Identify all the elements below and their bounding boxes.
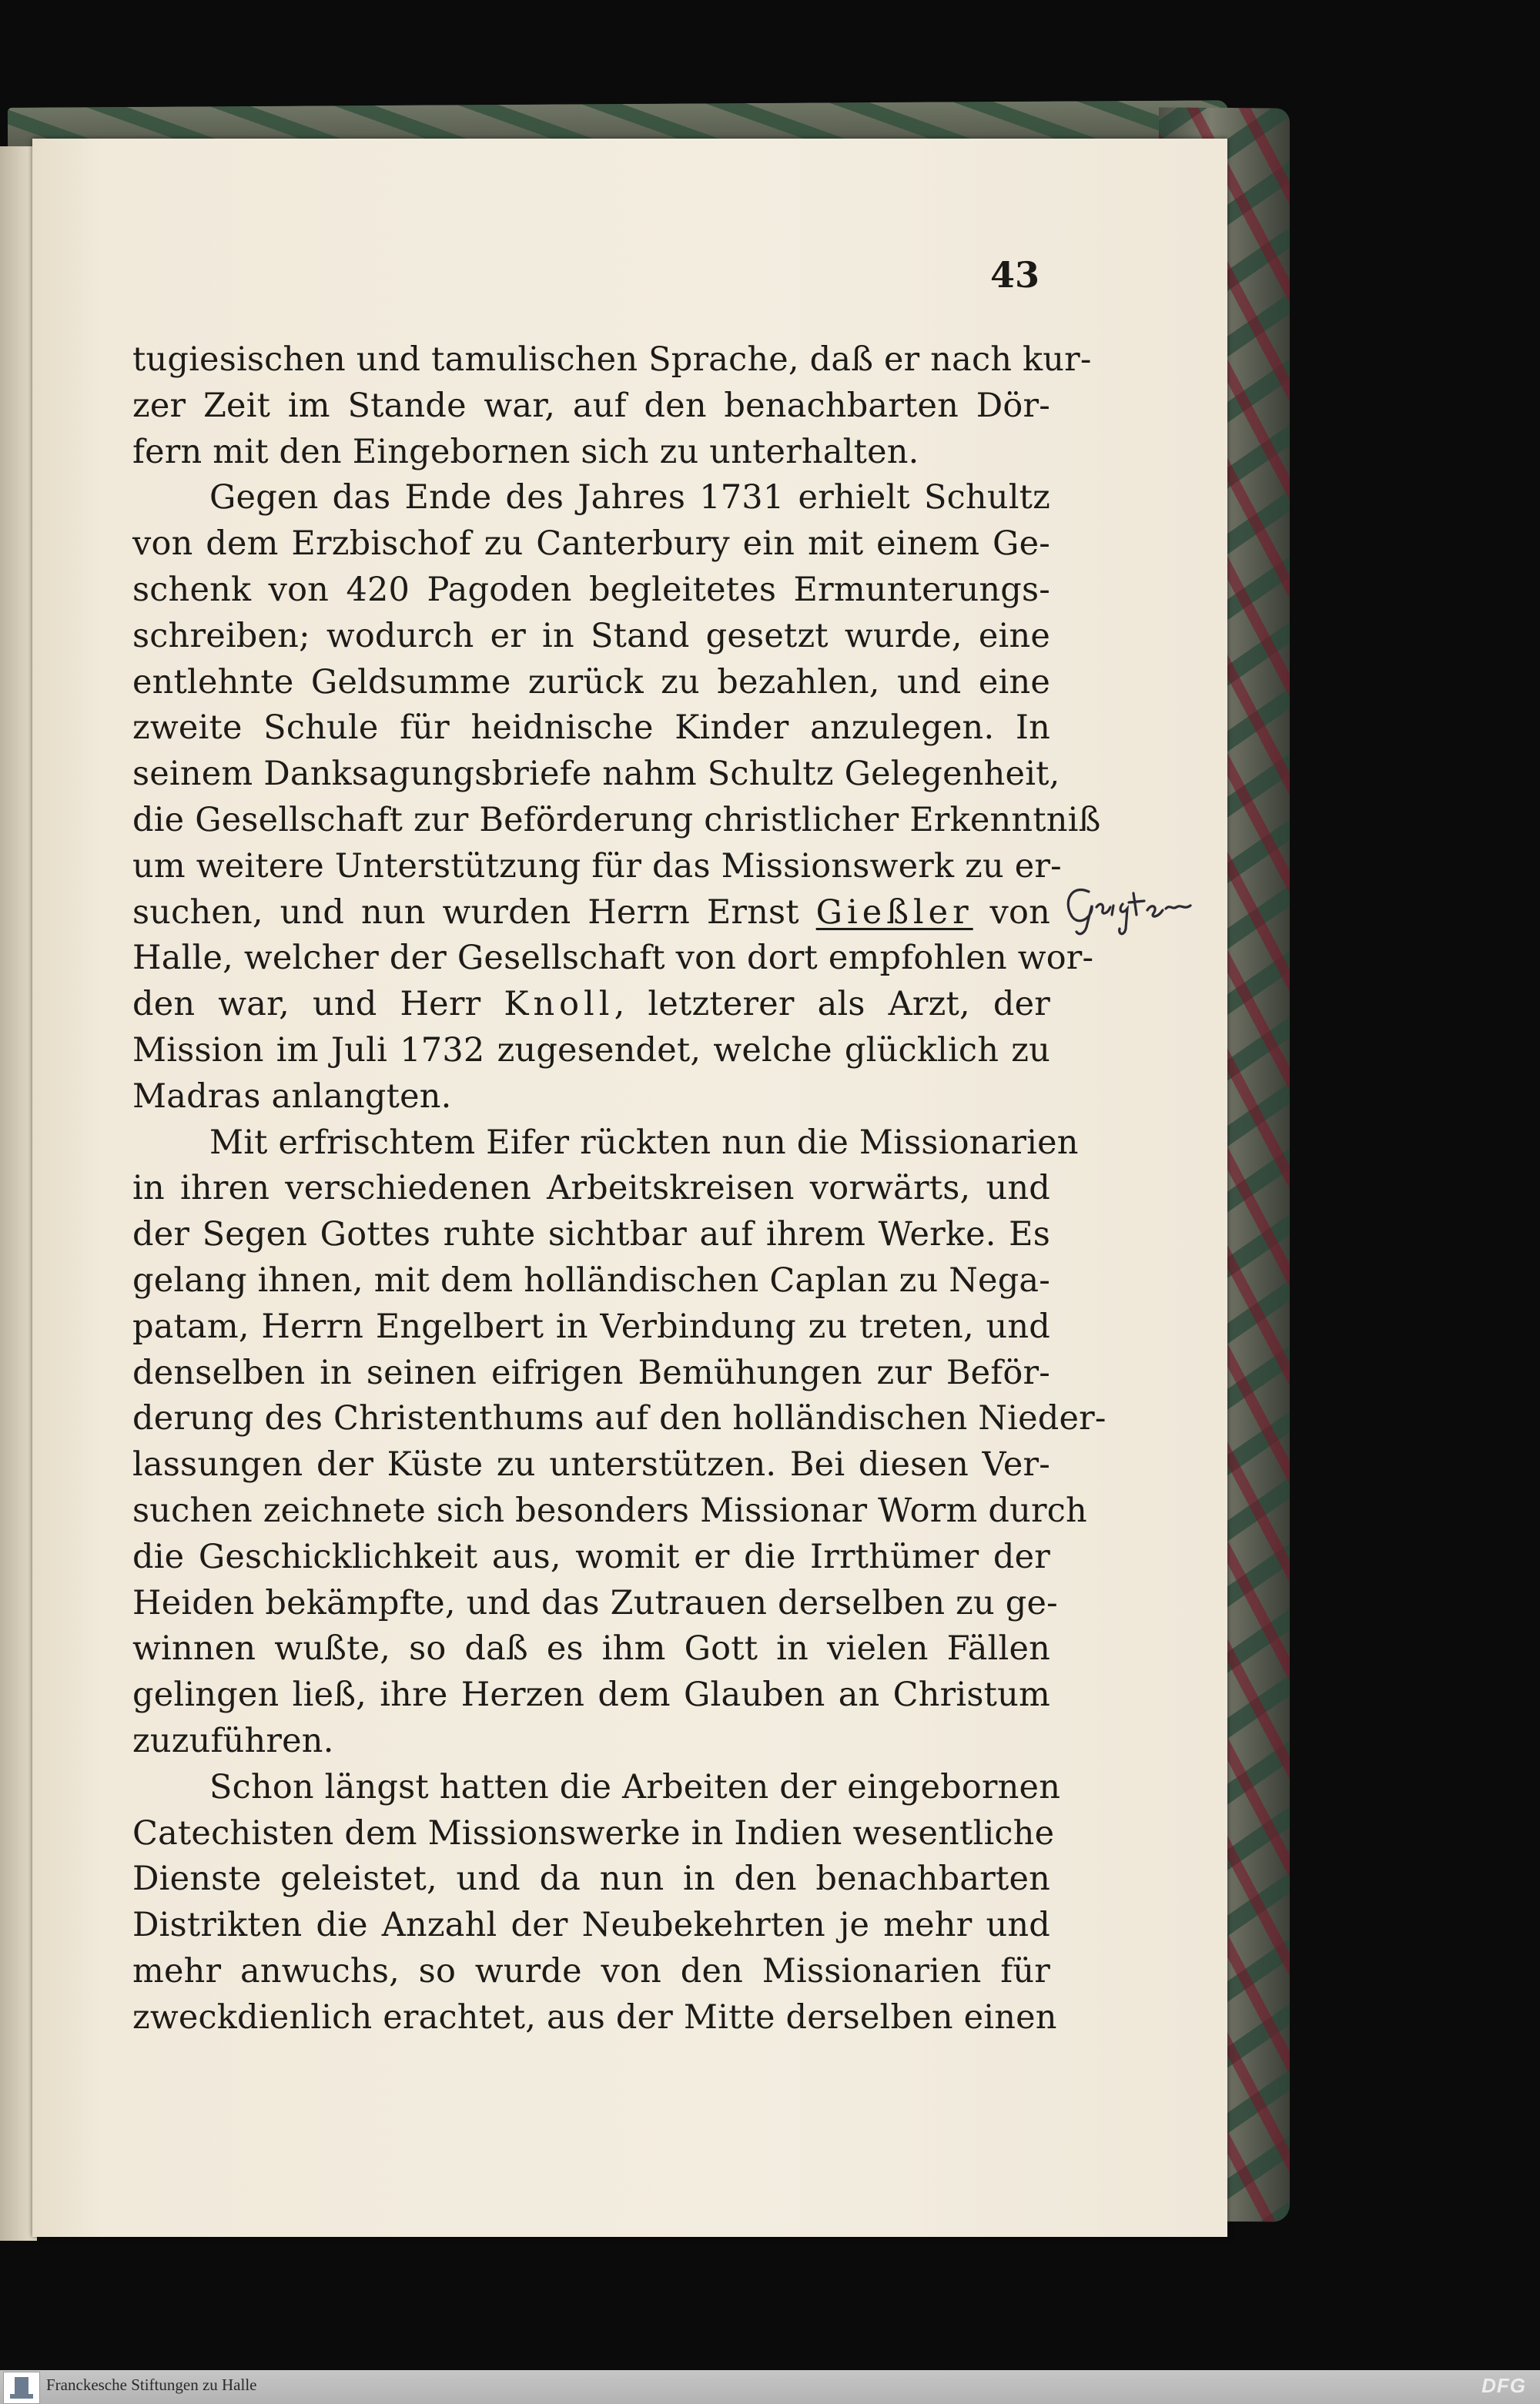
text-line: mehr anwuchs, so wurde von den Missionarien für — [132, 1951, 1050, 1990]
text-line: in ihren verschiedenen Arbeitskreisen vorwärts, und — [132, 1169, 1050, 1208]
text-line: gelingen ließ, ihre Herzen dem Glauben an Christum — [132, 1676, 1050, 1715]
line-segment: , letzterer als Arzt, der — [614, 985, 1050, 1024]
text-line: Heiden bekämpfte, und das Zutrauen derselben zu ge- — [132, 1583, 1058, 1622]
left-page-edge — [0, 146, 37, 2241]
text-line: zer Zeit im Stande war, auf den benachbarten Dör- — [132, 386, 1050, 425]
paragraph-start-line: Gegen das Ende des Jahres 1731 erhielt Schultz — [209, 478, 1050, 517]
text-line: fern mit den Eingebornen sich zu unterhalten. — [132, 432, 919, 471]
text-line: um weitere Unterstützung für das Missionswerk zu er- — [132, 846, 1062, 886]
text-line: lassungen der Küste zu unterstützen. Bei diesen Ver- — [132, 1445, 1050, 1485]
text-line: die Gesellschaft zur Beförderung christlicher Erkenntniß — [132, 800, 1101, 839]
handwritten-margin-note — [1056, 870, 1226, 939]
paragraph-start-line: Schon längst hatten die Arbeiten der eingebornen — [209, 1767, 1061, 1806]
spaced-name-knoll: Knoll — [504, 985, 614, 1024]
line-segment: den war, und Herr — [132, 985, 504, 1024]
text-line: Halle, welcher der Gesellschaft von dort empfohlen wor- — [132, 939, 1094, 978]
text-line: von dem Erzbischof zu Canterbury ein mit einem Ge- — [132, 524, 1050, 564]
line-segment: von — [973, 892, 1051, 932]
text-line: suchen zeichnete sich besonders Missionar Worm durch — [132, 1491, 1087, 1530]
text-line: Madras anlangten. — [132, 1076, 452, 1116]
text-line: patam, Herrn Engelbert in Verbindung zu treten, und — [132, 1307, 1050, 1346]
text-line: zweite Schule für heidnische Kinder anzulegen. In — [132, 708, 1050, 748]
underlined-name-giessler: Gießler — [815, 892, 973, 932]
text-line: Catechisten dem Missionswerke in Indien wesentliche — [132, 1813, 1055, 1853]
text-line: gelang ihnen, mit dem holländischen Caplan zu Nega- — [132, 1261, 1050, 1300]
paragraph-start-line: Mit erfrischtem Eifer rückten nun die Missionarien — [209, 1123, 1079, 1162]
text-line-with-name — [132, 982, 1050, 1028]
page-number: 43 — [989, 254, 1040, 296]
text-line: seinem Danksagungsbriefe nahm Schultz Gelegenheit, — [132, 755, 1060, 794]
institution-logo-icon — [3, 2372, 40, 2404]
line-segment: suchen, und nun wurden Herrn Ernst — [132, 892, 816, 932]
text-line: tugiesischen und tamulischen Sprache, daß er nach kur- — [132, 340, 1092, 379]
text-line: schreiben; wodurch er in Stand gesetzt wurde, eine — [132, 616, 1050, 655]
text-line: Mission im Juli 1732 zugesendet, welche glücklich zu — [132, 1030, 1050, 1070]
text-line: der Segen Gottes ruhte sichtbar auf ihrem Werke. Es — [132, 1215, 1050, 1254]
text-line: Dienste geleistet, und da nun in den benachbarten — [132, 1860, 1050, 1899]
text-line: denselben in seinen eifrigen Bemühungen zur Beför- — [132, 1353, 1050, 1392]
text-line: winnen wußte, so daß es ihm Gott in vielen Fällen — [132, 1629, 1050, 1669]
text-line-with-name — [132, 890, 1050, 936]
text-line: die Geschicklichkeit aus, womit er die Irrthümer der — [132, 1537, 1050, 1576]
text-line: entlehnte Geldsumme zurück zu bezahlen, und eine — [132, 662, 1050, 701]
text-line: derung des Christenthums auf den holländischen Nieder- — [132, 1399, 1106, 1438]
text-line: zweckdienlich erachtet, aus der Mitte derselben einen — [132, 1997, 1057, 2037]
text-line: Distrikten die Anzahl der Neubekehrten je mehr und — [132, 1906, 1050, 1945]
dfg-logo: DFG — [1481, 2374, 1526, 2397]
page-body-text — [132, 337, 1106, 2041]
institution-name: Franckesche Stiftungen zu Halle — [46, 2376, 257, 2394]
text-line: schenk von 420 Pagoden begleitetes Ermunterungs- — [132, 570, 1050, 609]
text-line: zuzuführen. — [132, 1721, 334, 1760]
